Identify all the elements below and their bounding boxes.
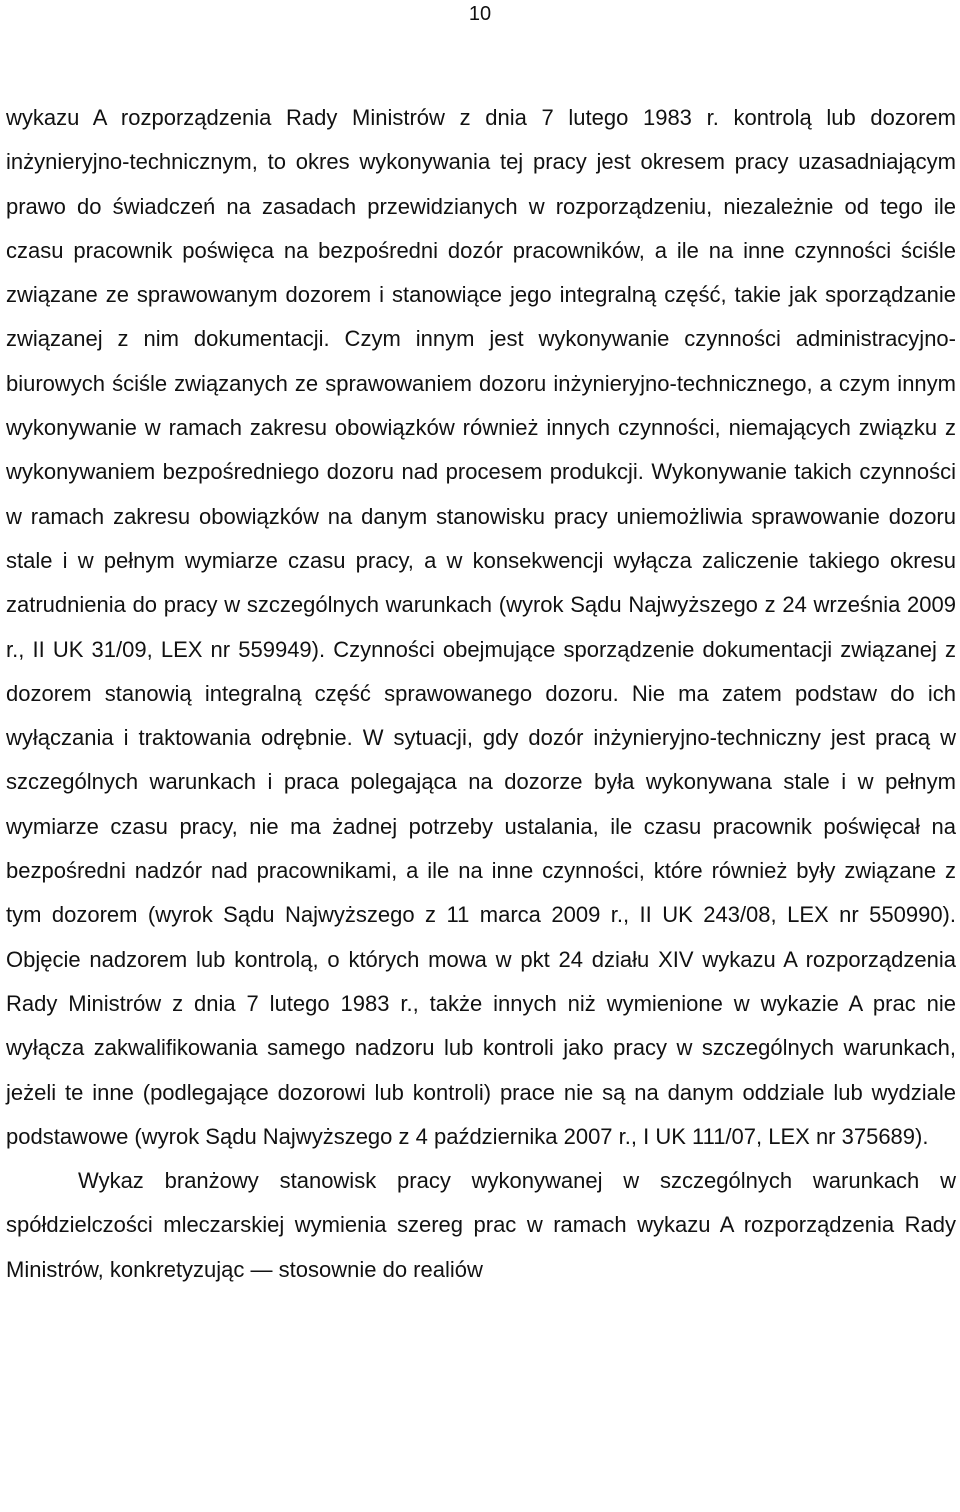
page-number: 10 — [468, 3, 492, 25]
paragraph-2: Wykaz branżowy stanowisk pracy wykonywanej w szczególnych warunkach w spółdzielczości mleczarskiej wymienia szereg prac w ramach wykazu A rozporządzenia Rady Ministrów, konkretyzując — stosownie do realiów — [6, 1168, 956, 1282]
document-body — [6, 96, 956, 1292]
paragraph-1: wykazu A rozporządzenia Rady Ministrów z dnia 7 lutego 1983 r. kontrolą lub dozorem inżynieryjno-technicznym, to okres wykonywania tej pracy jest okresem pracy uzasadniającym prawo do świadczeń na zasadach przewidzianych w rozporządzeniu, niezależnie od tego ile czasu pracownik poświęca na bezpośredni dozór pracowników, a ile na inne czynności ściśle związane ze sprawowanym dozorem i stanowiące jego integralną część, takie jak sporządzanie związanej z nim dokumentacji. Czym innym jest wykonywanie czynności administracyjno-biurowych ściśle związanych ze sprawowaniem dozoru inżynieryjno-technicznego, a czym innym wykonywanie w ramach zakresu obowiązków również innych czynności, niemających związku z wykonywaniem bezpośredniego dozoru nad procesem produkcji. Wykonywanie takich czynności w ramach zakresu obowiązków na danym stanowisku pracy uniemożliwia sprawowanie dozoru stale i w pełnym wymiarze czasu pracy, a w konsekwencji wyłącza zaliczenie takiego okresu zatrudnienia do pracy w szczególnych warunkach (wyrok Sądu Najwyższego z 24 września 2009 r., II UK 31/09, LEX nr 559949). Czynności obejmujące sporządzenie dokumentacji związanej z dozorem stanowią integralną część sprawowanego dozoru. Nie ma zatem podstaw do ich wyłączania i traktowania odrębnie. W sytuacji, gdy dozór inżynieryjno-techniczny jest pracą w szczególnych warunkach i praca polegająca na dozorze była wykonywana stale i w pełnym wymiarze czasu pracy, nie ma żadnej potrzeby ustalania, ile czasu pracownik poświęcał na bezpośredni nadzór nad pracownikami, a ile na inne czynności, które również były związane z tym dozorem (wyrok Sądu Najwyższego z 11 marca 2009 r., II UK 243/08, LEX nr 550990). Objęcie nadzorem lub kontrolą, o których mowa w pkt 24 działu XIV wykazu A rozporządzenia Rady Ministrów z dnia 7 lutego 1983 r., także innych niż wymienione w wykazie A prac nie wyłącza zakwalifikowania samego nadzoru lub kontroli jako pracy w szczególnych warunkach, jeżeli te inne (podlegające dozorowi lub kontroli) prace nie są na danym oddziale lub wydziale podstawowe (wyrok Sądu Najwyższego z 4 października 2007 r., I UK 111/07, LEX nr 375689). — [6, 105, 956, 1149]
